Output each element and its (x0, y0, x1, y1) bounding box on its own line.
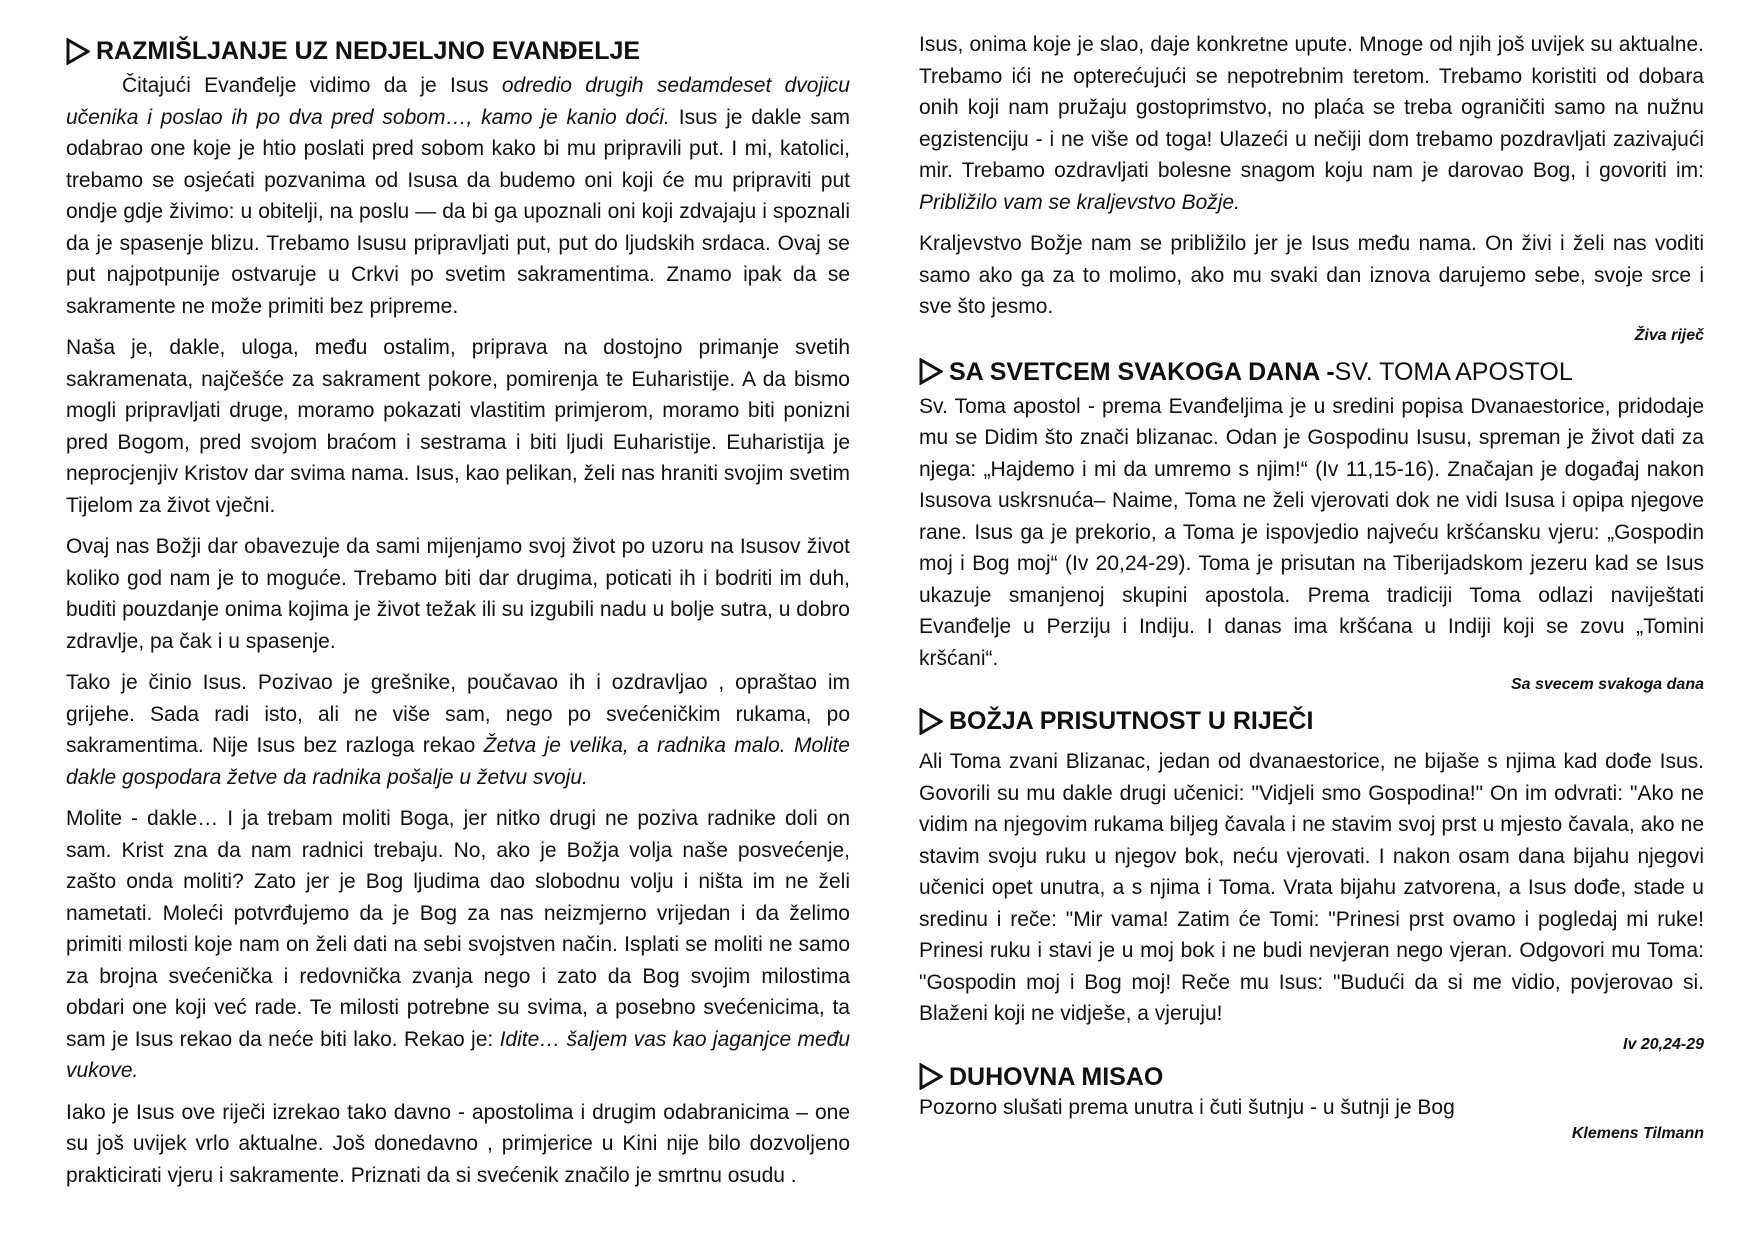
reflection-paragraph-5: Molite - dakle… I ja trebam moliti Boga, jer nitko drugi ne poziva radnike doli on sam. Krist zna da nam radnici trebaju. No, ako je Božja volja naše posvećenje, zašto onda moliti? Zato jer je Bog ljudima dao slobodnu volju i ništa im ne želi nametati. Moleći potvrđujemo da je Bog za nas neizmjerno vrijedan i da želimo primiti milosti koje nam on želi dati na sebi svojstven način. Isplati se moliti ne samo za brojna svećenička i redovnička zvanja nego i zato da Bog svojim milostima obdari one koji već rade. Te milosti potrebne su svima, a posebno svećenicima, ta sam je Isus rekao da neće biti lako. Rekao je: Idite… šaljem vas kao jaganjce među vukove. (66, 807, 851, 1082)
presence-heading-text: BOŽJA PRISUTNOST U RIJEČI (949, 707, 1314, 735)
saint-source: Sa svecem svakoga dana (1510, 676, 1704, 693)
thought-source: Klemens Tilmann (1571, 1125, 1704, 1142)
presence-heading (919, 706, 1704, 736)
reflection-paragraph-6: Iako je Isus ove riječi izrekao tako davno - apostolima i drugim odabranicima – one su još uvijek vrlo aktualne. Još donedavno , primjerice u Kini nije bilo dozvoljeno prakticirati vjeru i sakramente. Priznati da si svećenik značilo je smrtnu osudu . (66, 1100, 850, 1187)
triangle-marker-icon (919, 358, 943, 385)
thought-text: Pozorno slušati prema unutra i čuti šutnju - u šutnji je Bog (919, 1095, 1455, 1119)
reflection-heading (66, 36, 850, 66)
saint-text: Sv. Toma apostol - prema Evanđeljima je u sredini popisa Dvanaestorice, pridodaje mu se Didim što znači blizanac. Odan je Gospodinu Isusu, spreman je život dati za njega: „Hajdemo i mi da umremo s njim!“ (Iv 11,15-16). Značajan je događaj nakon Isusova uskrsnuća– Naime, Toma ne želi vjerovati dok ne vidi Isusa i opipa njegove rane. Isus ga je prekorio, a Toma je ispovjedio najveću kršćansku vjeru: „Gospodin moj i Bog moj“ (Iv 20,24-29). Toma je prisutan na Tiberijadskom jezeru kad se Isus ukazuje smanjenoj skupini apostola. Prema tradiciji Toma odlazi naviještati Evanđelje u Perziju i Indiju. I danas ima kršćana u Indiji koji se zovu „Tomini kršćani“. (919, 394, 1704, 670)
left-column (66, 0, 850, 1201)
reflection-continued-paragraph-1: Isus, onima koje je slao, daje konkretne upute. Mnoge od njih još uvijek su aktualne. Trebamo ići ne opterećujući se nepotrebnim teretom. Trebamo koristiti od dobara onih koji nam pružaju gostoprimstvo, no plaća se treba ograničiti samo na nužnu egzistenciju - i ne više od toga! Ulazeći u nečiji dom trebamo pozdravljati zazivajući mir. Trebamo ozdravljati bolesne snagom koju nam je darovao Bog, i govoriti im: Približilo vam se kraljevstvo Božje. (919, 33, 1704, 214)
triangle-marker-icon (919, 1063, 943, 1090)
presence-text: Ali Toma zvani Blizanac, jedan od dvanaestorice, ne bijaše s njima kad dođe Isus. Govorili su mu dakle drugi učenici: "Vidjeli smo Gospodina!" On im odvrati: "Ako ne vidim na njegovim rukama biljeg čavala i ne stavim svoj prst u mjesto čavala, ako ne stavim svoju ruku u njegov bok, neću vjerovati. I nakon osam dana bijahu njegovi učenici opet unutra, a s njima i Toma. Vrata bijahu zatvorena, a Isus dođe, stade u sredinu i reče: "Mir vama! Zatim će Tomi: "Prinesi prst ovamo i pogledaj mi ruke! Prinesi ruku i stavi je u moj bok i ne budi nevjeran nego vjeran. Odgovori mu Toma: "Gospodin moj i Bog moj! Reče mu Isus: "Budući da si me vidio, povjerovao si. Blaženi koji ne vidješe, a vjeruju! (919, 750, 1704, 1025)
presence-source: Iv 20,24-29 (1623, 1035, 1704, 1053)
reflection-heading-text: RAZMIŠLJANJE UZ NEDJELJNO EVANĐELJE (96, 37, 641, 65)
saint-heading (919, 357, 1704, 387)
triangle-marker-icon (919, 708, 943, 735)
saint-heading-name: SV. TOMA APOSTOL (1334, 357, 1573, 386)
right-column (919, 0, 1704, 1145)
reflection-paragraph-2: Naša je, dakle, uloga, među ostalim, priprava na dostojno primanje svetih sakramenata, najčešće za sakrament pokore, pomirenja te Euharistije. A da bismo mogli pripravljati druge, moramo pokazati vlastitim primjerom, moramo biti ponizni pred Bogom, pred svojom braćom i sestrama i biti ljudi Euharistije. Euharistija je neprocjenjiv Kristov dar svima nama. Isus, kao pelikan, želi nas hraniti svojim svetim Tijelom za život vječni. (66, 336, 850, 517)
thought-heading (919, 1062, 1704, 1092)
thought-heading-text: DUHOVNA MISAO (949, 1062, 1164, 1091)
triangle-marker-icon (66, 38, 90, 65)
reflection-paragraph-4: Tako je činio Isus. Pozivao je grešnike, poučavao ih i ozdravljao , opraštao im grijehe. Sada radi isto, ali ne više sam, nego po svećeničkim rukama, po sakramentima. Nije Isus bez razloga rekao Žetva je velika, a radnika malo. Molite dakle gospodara žetve da radnika pošalje u žetvu svoju. (66, 671, 850, 789)
reflection-paragraph-3: Ovaj nas Božji dar obavezuje da sami mijenjamo svoj život po uzoru na Isusov život koliko god nam je to moguće. Trebamo biti dar drugima, poticati ih i bodriti im duh, buditi pouzdanje onima kojima je život težak ili su izgubili nadu u bolje sutra, u dobro zdravlje, pa čak i u spasenje. (66, 535, 850, 653)
reflection-continued-paragraph-2: Kraljevstvo Božje nam se približilo jer je Isus među nama. On živi i želi nas voditi samo ako ga za to molimo, ako mu svaki dan iznova darujemo sebe, svoje srce i sve što jesmo. (919, 232, 1704, 318)
reflection-paragraph-1: Čitajući Evanđelje vidimo da je Isus odredio drugih sedamdeset dvojicu učenika i poslao ih po dva pred sobom…, kamo je kanio doći. Isus je dakle sam odabrao one koje je htio poslati pred sobom kako bi mu pripravili put. I mi, katolici, trebamo se osjećati pozvanima od Isusa da budemo oni koji će mu pripraviti put ondje gdje živimo: u obitelji, na poslu — da bi ga upoznali oni koji zdvajaju i spoznali da je spasenje blizu. Trebamo Isusu pripravljati put, put do ljudskih srdaca. Ovaj se put najpotpunije ostvaruje u Crkvi po svetim sakramentima. Znamo ipak da se sakramente ne može primiti bez pripreme. (66, 74, 851, 318)
reflection-source: Živa riječ (1634, 326, 1704, 344)
saint-heading-bold: SA SVETCEM SVAKOGA DANA - (949, 357, 1335, 386)
